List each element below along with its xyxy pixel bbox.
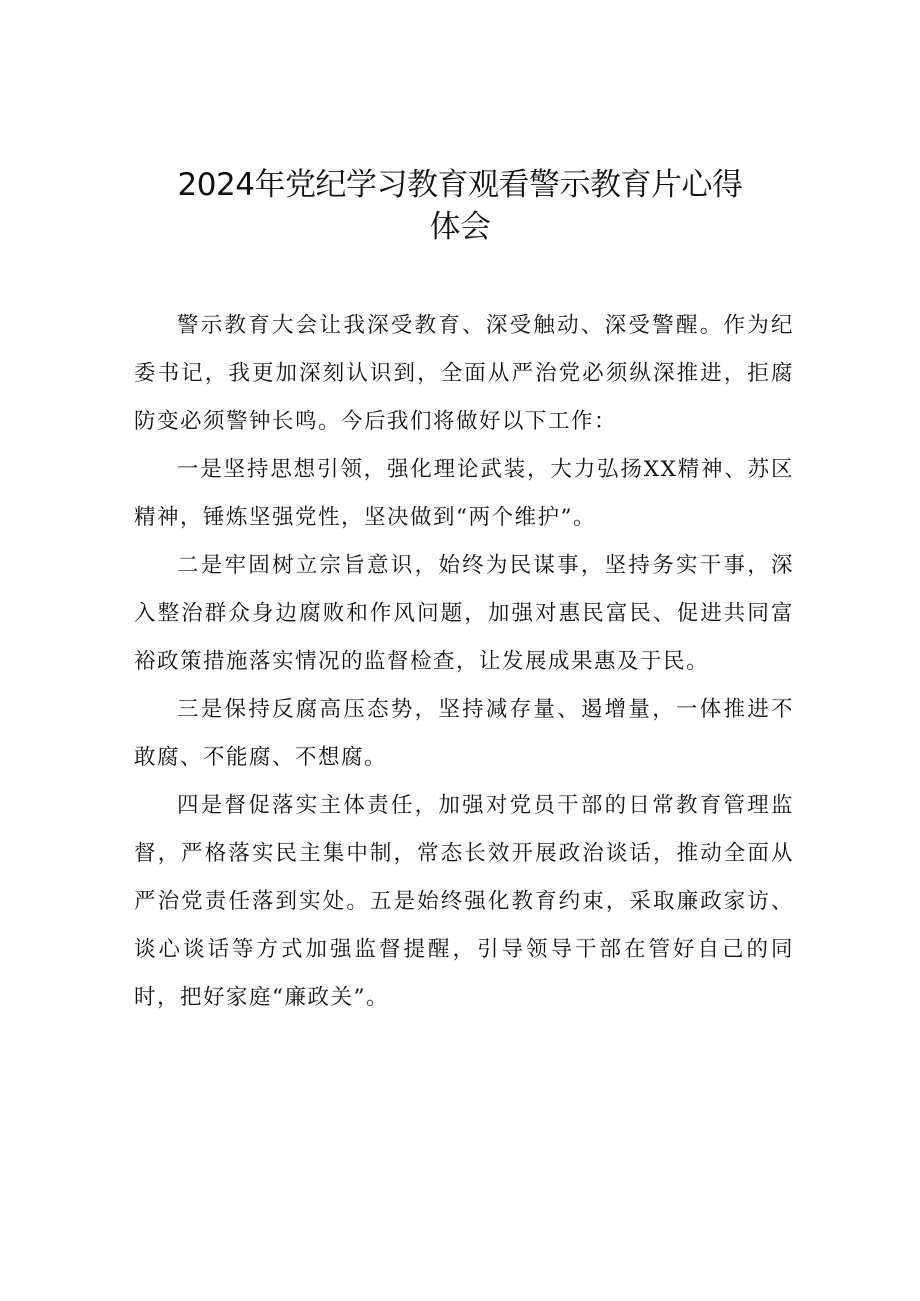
paragraph-intro: 警示教育大会让我深受教育、深受触动、深受警醒。作为纪委书记，我更加深刻认识到，全面从严治党必须纵深推进，拒腐防变必须警钟长鸣。今后我们将做好以下工作： [134, 313, 794, 434]
paragraph-point-2: 二是牢固树立宗旨意识，始终为民谋事，坚持务实干事，深入整治群众身边腐败和作风问题，加强对惠民富民、促进共同富裕政策措施落实情况的监督检查，让发展成果惠及于民。 [134, 553, 794, 674]
document-title [130, 164, 790, 248]
paragraph-point-3: 三是保持反腐高压态势，坚持减存量、遏增量，一体推进不敢腐、不能腐、不想腐。 [134, 697, 794, 770]
title-line-1: 2024年党纪学习教育观看警示教育片心得 [177, 167, 743, 203]
document-body [134, 302, 794, 1022]
title-line-2: 体会 [429, 209, 491, 245]
paragraph-point-1: 一是坚持思想引领，强化理论武装，大力弘扬XX精神、苏区精神，锤炼坚强党性，坚决做到“两个维护”。 [134, 457, 794, 530]
paragraph-point-4-5: 四是督促落实主体责任，加强对党员干部的日常教育管理监督，严格落实民主集中制，常态长效开展政治谈话，推动全面从严治党责任落到实处。五是始终强化教育约束，采取廉政家访、谈心谈话等方式加强监督提醒，引导领导干部在管好自己的同时，把好家庭“廉政关”。 [134, 793, 794, 1010]
